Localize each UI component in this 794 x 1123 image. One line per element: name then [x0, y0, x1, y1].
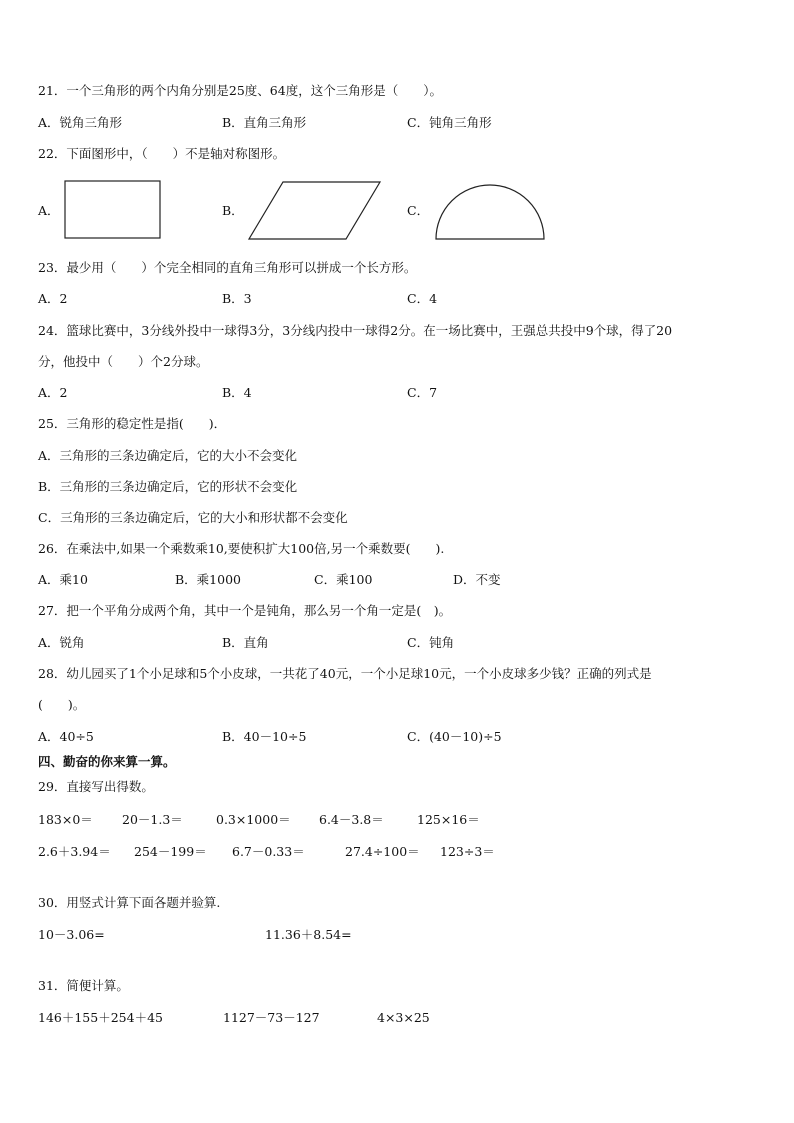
q22-option-c-label: C． — [407, 203, 430, 218]
q26-option-a: A．乘10 — [38, 572, 88, 587]
question-26: 26．在乘法中,如果一个乘数乘10,要使积扩大100倍,另一个乘数要( ). — [38, 541, 445, 556]
calc-item: 27.4÷100＝ — [345, 844, 420, 859]
question-22: 22．下面图形中，（ ）不是轴对称图形。 — [38, 146, 286, 161]
q21-option-c: C．钝角三角形 — [407, 115, 492, 130]
q27-option-c: C．钝角 — [407, 635, 455, 650]
question-27: 27．把一个平角分成两个角，其中一个是钝角，那么另一个角一定是( )。 — [38, 603, 452, 618]
vertical-calc-item: 11.36＋8.54= — [265, 927, 352, 942]
calc-item: 183×0＝ — [38, 812, 93, 827]
calc-item: 6.7－0.33＝ — [232, 844, 305, 859]
q21-option-b: B．直角三角形 — [222, 115, 307, 130]
q27-option-a: A．锐角 — [38, 635, 85, 650]
q24-option-c: C．7 — [407, 385, 438, 400]
simplify-calc-item: 146＋155＋254＋45 — [38, 1010, 163, 1025]
q22-option-a-label: A． — [38, 203, 60, 218]
q27-option-b: B．直角 — [222, 635, 269, 650]
q26-option-d: D．不变 — [453, 572, 501, 587]
question-23: 23．最少用（ ）个完全相同的直角三角形可以拼成一个长方形。 — [38, 260, 417, 275]
question-28-line-2: ( )。 — [38, 697, 86, 712]
q25-option-a: A．三角形的三条边确定后，它的大小不会变化 — [38, 448, 298, 463]
q26-option-b: B．乘1000 — [175, 572, 241, 587]
simplify-calc-item: 1127－73－127 — [223, 1010, 320, 1025]
q28-option-b: B．40－10÷5 — [222, 729, 307, 744]
q25-option-b: B．三角形的三条边确定后，它的形状不会变化 — [38, 479, 298, 494]
calc-item: 2.6＋3.94＝ — [38, 844, 111, 859]
calc-item: 20－1.3＝ — [122, 812, 183, 827]
question-29: 29．直接写出得数。 — [38, 779, 154, 794]
calc-item: 123÷3＝ — [440, 844, 495, 859]
q25-option-c: C．三角形的三条边确定后，它的大小和形状都不会变化 — [38, 510, 348, 525]
q26-option-c: C．乘100 — [314, 572, 373, 587]
q23-option-b: B．3 — [222, 291, 252, 306]
q23-option-a: A．2 — [38, 291, 68, 306]
vertical-calc-item: 10－3.06= — [38, 927, 105, 942]
question-24-line-2: 分，他投中（ ）个2分球。 — [38, 354, 209, 369]
section-4-title: 四、勤奋的你来算一算。 — [38, 754, 176, 769]
q28-option-a: A．40÷5 — [38, 729, 94, 744]
q24-option-b: B．4 — [222, 385, 252, 400]
question-30: 30．用竖式计算下面各题并验算. — [38, 895, 221, 910]
rectangle-shape — [64, 180, 162, 240]
calc-item: 6.4－3.8＝ — [319, 812, 384, 827]
question-24-line-1: 24．篮球比赛中，3分线外投中一球得3分，3分线内投中一球得2分。在一场比赛中，王强总共投中9个球，得了20 — [38, 323, 673, 338]
question-31: 31．简便计算。 — [38, 978, 129, 993]
semicircle-shape — [435, 183, 547, 241]
parallelogram-shape — [248, 181, 382, 241]
simplify-calc-item: 4×3×25 — [377, 1010, 430, 1025]
q23-option-c: C．4 — [407, 291, 438, 306]
q21-option-a: A．锐角三角形 — [38, 115, 123, 130]
question-21: 21．一个三角形的两个内角分别是25度、64度，这个三角形是（ ）。 — [38, 83, 442, 98]
question-25: 25．三角形的稳定性是指( )． — [38, 416, 227, 431]
q24-option-a: A．2 — [38, 385, 68, 400]
q22-option-b-label: B． — [222, 203, 244, 218]
calc-item: 125×16＝ — [417, 812, 480, 827]
calc-item: 0.3×1000＝ — [216, 812, 291, 827]
calc-item: 254－199＝ — [134, 844, 207, 859]
question-28-line-1: 28．幼儿园买了1个小足球和5个小皮球，一共花了40元，一个小足球10元，一个小皮球多少钱？正确的列式是 — [38, 666, 652, 681]
q28-option-c: C．(40－10)÷5 — [407, 729, 502, 744]
